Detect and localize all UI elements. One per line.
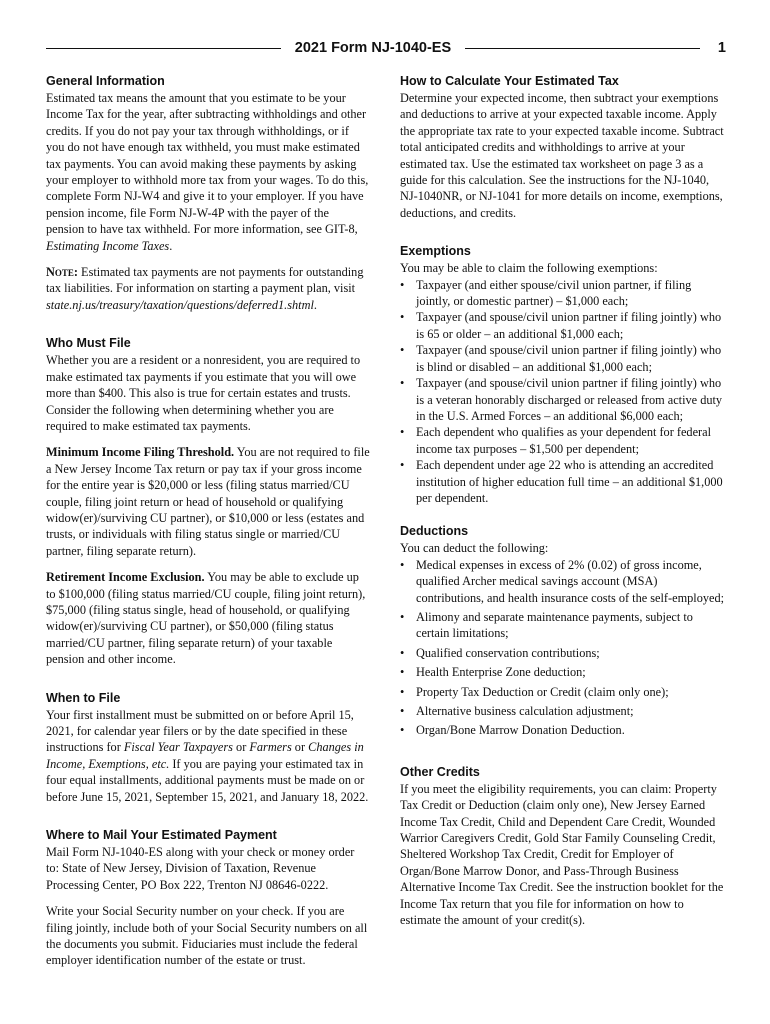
deductions-list (400, 557, 726, 739)
exemptions-section (400, 243, 726, 506)
right-column (400, 73, 726, 928)
how-to-calculate-section (400, 73, 726, 221)
retirement-exclusion-label: Retirement Income Exclusion. (46, 570, 205, 585)
how-to-calculate-text: Determine your expected income, then subtract your exemptions and deductions to arrive at your expected taxable income. Apply the appropriate tax rate to your expected taxable income. Subtract total anticipated credits and withholdings to arrive at your estimated tax. Use the estimated tax worksheet on page 3 as a guide for this calculation. See the instructions for the NJ-1040, NJ-1040NR, or NJ-1041 for more details on income, exemptions, deductions, and credits. (400, 91, 724, 220)
list-item: • Taxpayer (and spouse/civil union partner if filing jointly) who is 65 or older – an additional $1,000 each; (400, 309, 726, 342)
general-information-section (46, 73, 370, 313)
left-column (46, 73, 370, 969)
list-item: • Alimony and separate maintenance payments, subject to certain limitations; (400, 609, 726, 642)
deductions-section (400, 523, 726, 738)
list-item: • Taxpayer (and spouse/civil union partner if filing jointly) who is a veteran honorably discharged or released from active duty in the U.S. Armed Forces – an additional $6,000 each; (400, 375, 726, 424)
when-to-file-text: Your first installment must be submitted on or before April 15, 2021, for calendar year filers or by the date specified in these instructions for Fiscal Year Taxpayers or Farmers or Changes in Income, Exemptions, etc. If you are paying your estimated tax in four equal installments, additional payments must be made on or before June 15, 2021, September 15, 2021, and January 18, 2022. (46, 707, 369, 804)
list-item: • Medical expenses in excess of 2% (0.02) of gross income, qualified Archer medical savings account (MSA) contributions, and health insurance costs of the self-employed; (400, 557, 726, 606)
when-to-file-section (46, 690, 370, 805)
exemptions-intro: You may be able to claim the following exemptions: (400, 261, 658, 276)
header-rule-left (46, 48, 281, 49)
other-credits-heading: Other Credits (400, 764, 480, 779)
list-item: • Taxpayer (and spouse/civil union partner if filing jointly) who is blind or disabled – an additional $1,000 each; (400, 342, 726, 375)
list-item: • Property Tax Deduction or Credit (claim only one); (400, 684, 726, 700)
general-information-heading: General Information (46, 74, 165, 88)
minimum-income-label: Minimum Income Filing Threshold. (46, 445, 235, 460)
header-rule-right (465, 48, 700, 49)
note-label: Note: (46, 265, 78, 280)
when-to-file-heading: When to File (46, 690, 121, 705)
retirement-exclusion-paragraph: Retirement Income Exclusion. You may be able to exclude up to $100,000 (filing status married/CU couple, filing joint return), $75,000 (filing status single, head of household, or qualifying widow(er)/surviving CU partner), or $50,000 (filing status married/CU partner, filing separate return) of your taxable pension and other income. (46, 570, 366, 667)
deductions-intro: You can deduct the following: (400, 541, 549, 556)
list-item: • Taxpayer (and either spouse/civil union partner, if filing jointly, or domestic partner) – $1,000 each; (400, 277, 726, 310)
list-item: • Each dependent who qualifies as your dependent for federal income tax purposes – $1,500 per dependent; (400, 424, 726, 457)
minimum-income-paragraph: Minimum Income Filing Threshold. You are not required to file a New Jersey Income Tax return or pay tax if your gross income for the entire year is $20,000 or less (filing status married/CU couple, filing joint return or head of household or qualifying widow(er)/surviving CU partner), or $10,000 or less (estates and trusts, or individuals with filing status single or married/CU partner, filing separate return). (46, 445, 370, 558)
how-to-calculate-heading: How to Calculate Your Estimated Tax (400, 74, 619, 88)
social-security-text: Write your Social Security number on your check. If you are filing jointly, include both of your Social Security numbers on all the documents you submit. Fiduciaries must include the federal employer identification number of the estate or trust. (46, 904, 368, 968)
form-title: 2021 Form NJ-1040-ES (294, 40, 452, 56)
where-to-mail-section (46, 827, 370, 969)
list-item: • Health Enterprise Zone deduction; (400, 664, 726, 680)
exemptions-list (400, 277, 726, 507)
list-item: • Each dependent under age 22 who is attending an accredited institution of higher education full time – an additional $1,000 per dependent. (400, 457, 726, 506)
who-must-file-text: Whether you are a resident or a nonresident, you are required to make estimated tax payments if you estimate that you will owe more than $400. This also is true for certain estates and trusts. Consider the following when determining whether you are required to make estimated tax payments. (46, 353, 361, 433)
where-to-mail-text: Mail Form NJ-1040-ES along with your check or money order to: State of New Jersey, Division of Taxation, Revenue Processing Center, PO Box 222, Trenton NJ 08646-0222. (46, 845, 355, 892)
list-item: • Alternative business calculation adjustment; (400, 703, 726, 719)
list-item: • Organ/Bone Marrow Donation Deduction. (400, 722, 726, 738)
exemptions-heading: Exemptions (400, 244, 471, 259)
where-to-mail-heading: Where to Mail Your Estimated Payment (46, 828, 277, 843)
deductions-heading: Deductions (400, 524, 469, 539)
general-information-text: Estimated tax means the amount that you estimate to be your Income Tax for the year, after subtracting withholdings and other credits. If you do not pay your tax through withholdings, or if you do not have enough tax withheld, you must make estimated tax payments. You can avoid making these payments by asking your employer to withhold more tax from your wages. To do this, complete Form NJ-W4 and give it to your employer. If you have pension income, file Form NJ-W-4P with the payer of the pension to have tax withheld. For more information, see GIT-8, Estimating Income Taxes. (46, 91, 369, 253)
other-credits-section (400, 764, 726, 929)
note-paragraph: Note: Estimated tax payments are not payments for outstanding tax liabilities. For information on starting a payment plan, visit state.nj.us/treasury/taxation/questions/deferred1.shtml. (46, 265, 364, 312)
page-number: 1 (717, 40, 726, 56)
page-header (46, 38, 726, 58)
git8-title: Estimating Income Taxes (46, 238, 170, 253)
list-item: • Qualified conservation contributions; (400, 645, 726, 661)
who-must-file-section (46, 335, 370, 667)
who-must-file-heading: Who Must File (46, 336, 131, 351)
other-credits-text: If you meet the eligibility requirements, you can claim: Property Tax Credit or Deduction (claim only one), New Jersey Earned Income Tax Credit, Child and Dependent Care Credit, Wounded Warrior Caregivers Credit, Gold Star Family Counseling Credit, Sheltered Workshop Tax Credit, Credit for Employer of Organ/Bone Marrow Donor, and Pass-Through Business Alternative Income Tax Credit. See the instruction booklet for the Income Tax return that you file for information on how to estimate the amount of your credit(s). (400, 781, 724, 928)
payment-plan-url: state.nj.us/treasury/taxation/questions/deferred1.shtml (46, 297, 314, 312)
